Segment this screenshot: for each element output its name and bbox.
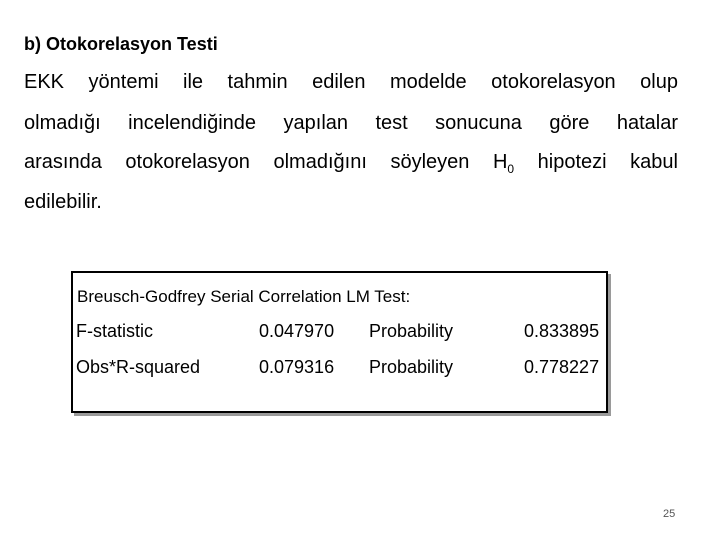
paragraph-line-4: edilebilir. xyxy=(24,191,102,213)
test-title: Breusch-Godfrey Serial Correlation LM Test: xyxy=(77,287,411,306)
row-label: Obs*R-squared xyxy=(76,357,201,377)
test-output-box xyxy=(71,271,608,413)
paragraph-line-3-end: hipotezi kabul xyxy=(514,151,678,173)
paragraph-line-3 xyxy=(24,150,678,174)
paragraph-line-1: EKK yöntemi ile tahmin edilen modelde otokorelasyon olup xyxy=(24,71,678,93)
row-prob-value: 0.833895 xyxy=(524,321,600,341)
page-number: 25 xyxy=(663,508,676,520)
row-prob-label: Probability xyxy=(369,357,454,377)
paragraph-line-3-text: arasında otokorelasyon olmadığını söyleyen H xyxy=(24,151,508,173)
row-value: 0.079316 xyxy=(259,357,335,377)
row-prob-label: Probability xyxy=(369,321,454,341)
hypothesis-subscript: 0 xyxy=(507,162,515,176)
section-heading: b) Otokorelasyon Testi xyxy=(24,34,218,54)
row-label: F-statistic xyxy=(76,321,154,341)
row-prob-value: 0.778227 xyxy=(524,357,600,377)
paragraph-line-2: olmadığı incelendiğinde yapılan test sonucuna göre hatalar xyxy=(24,112,678,134)
row-value: 0.047970 xyxy=(259,321,335,341)
